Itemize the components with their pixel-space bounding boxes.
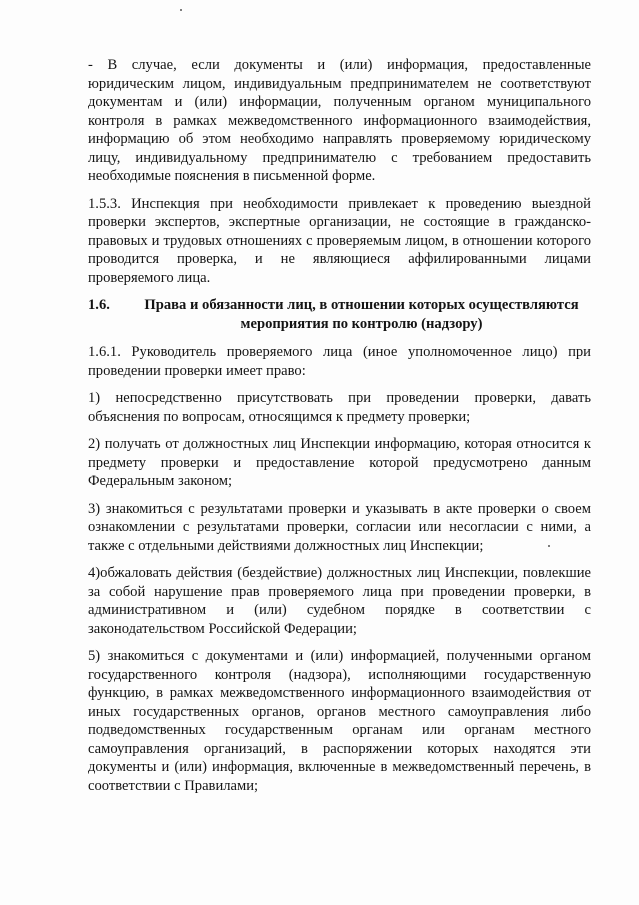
paragraph-1-5-3: 1.5.3. Инспекция при необходимости привлекает к проведению выездной проверки экспертов, экспертные организации, не состоящие в гражданско-правовых и трудовых отношениях с проверяемым лицом, в отношении которого проводится проверка, и не являющиеся аффилированными лицами проверяемого лица. xyxy=(88,195,591,286)
section-number: 1.6. xyxy=(88,297,110,313)
scan-speck xyxy=(180,9,182,11)
section-title: Права и обязанности лиц, в отношении которых осуществляются мероприятия по контролю (надзору) xyxy=(144,297,579,332)
paragraph-discrepancy-notice: - В случае, если документы и (или) информация, предоставленные юридическим лицом, индивидуальным предпринимателем не соответствуют документам и (или) информации, полученным органом муниципального контроля в рамках межведомственного информационного взаимодействия, информацию об этом необходимо направлять проверяемому юридическому лицу, индивидуальному предпринимателю с требованием предоставить необходимые пояснения в письменной форме. xyxy=(88,57,591,184)
list-item-right-3: 3) знакомиться с результатами проверки и указывать в акте проверки о своем ознакомлении с результатами проверки, согласии или несогласии с ними, а также с отдельными действиями должностных лиц Инспекции; xyxy=(88,500,591,554)
paragraph-1-6-1: 1.6.1. Руководитель проверяемого лица (иное уполномоченное лицо) при проведении проверки имеет право: xyxy=(88,344,591,379)
section-heading xyxy=(88,296,591,333)
list-item-right-1: 1) непосредственно присутствовать при проведении проверки, давать объяснения по вопросам, относящимся к предмету проверки; xyxy=(88,390,591,425)
list-item-right-2: 2) получать от должностных лиц Инспекции информацию, которая относится к предмету проверки и предоставление которой предусмотрено данным Федеральным законом; xyxy=(88,436,591,489)
list-item-right-5: 5) знакомиться с документами и (или) информацией, полученными органом государственного контроля (надзора), исполняющими государственную функцию, в рамках межведомственного информационного взаимодействия от иных государственных органов, органов местного самоуправления либо подведомственных государственным органам или органам местного самоуправления организаций, в распоряжении которых находятся эти документы и (или) информация, включенные в межведомственный перечень, в соответствии с Правилами; xyxy=(88,648,591,794)
list-item-right-4: 4)обжаловать действия (бездействие) должностных лиц Инспекции, повлекшие за собой нарушение прав проверяемого лица при проведении проверки, в административном и (или) судебном порядке в соответствии с законодательством Российской Федерации; xyxy=(88,565,591,637)
document-body xyxy=(88,56,591,804)
